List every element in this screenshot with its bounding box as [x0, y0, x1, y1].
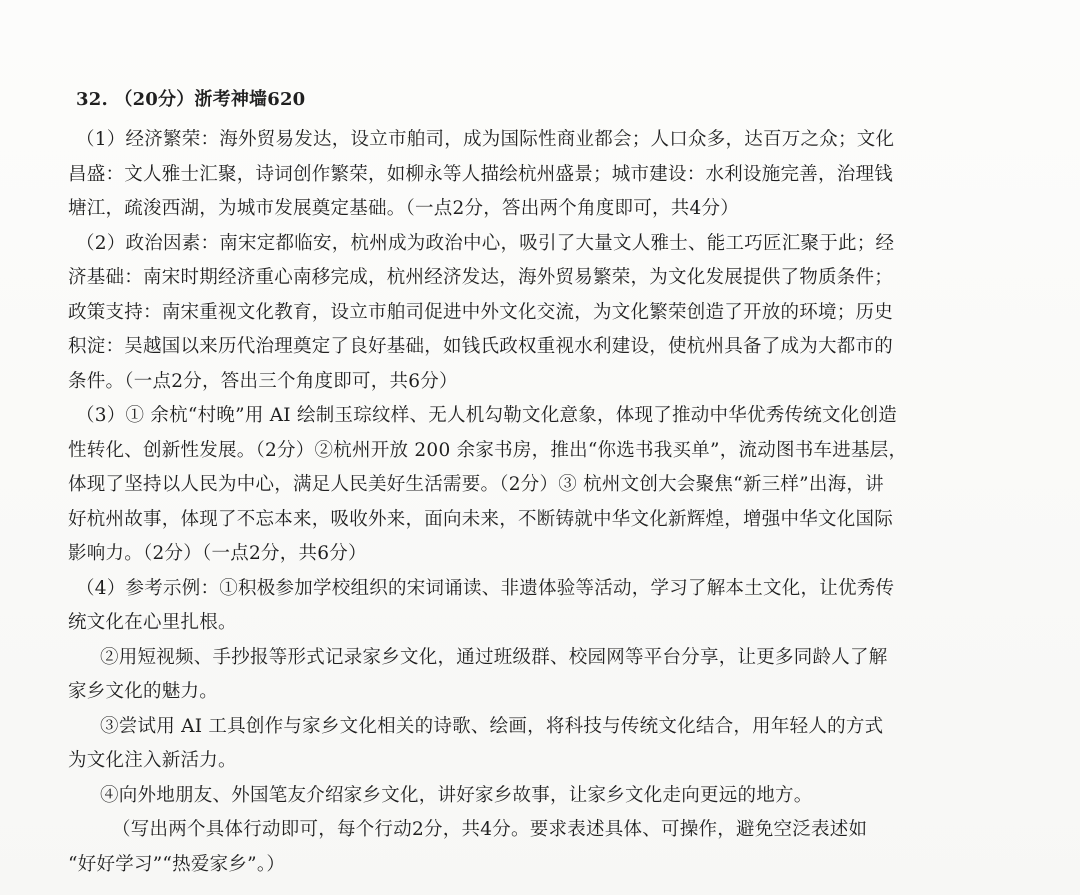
section-3-line-1: （3）① 余杭“村晚”用 AI 绘制玉琮纹样、无人机勾勒文化意象，体现了推动中华优秀传统文化创造	[76, 405, 897, 426]
section-4-line-4: 家乡文化的魅力。	[68, 681, 219, 702]
section-4-line-1: （4）参考示例：①积极参加学校组织的宋词诵读、非遗体验等活动，学习了解本土文化，让优秀传	[76, 577, 895, 599]
section-2-line-1: （2）政治因素：南宋定都临安，杭州成为政治中心，吸引了大量文人雅士、能工巧匠汇聚于此；经	[76, 232, 895, 254]
section-2-line-5: 条件。（一点2分，答出三个角度即可，共6分）	[68, 370, 458, 392]
section-1-line-1: （1）经济繁荣：海外贸易发达，设立市舶司，成为国际性商业都会；人口众多，达百万之众；文化	[76, 129, 895, 150]
section-4-line-7: ④向外地朋友、外国笔友介绍家乡文化，讲好家乡故事，让家乡文化走向更远的地方。	[100, 784, 813, 806]
section-4-line-5: ③尝试用 AI 工具创作与家乡文化相关的诗歌、绘画，将科技与传统文化结合，用年轻人的方式	[100, 715, 884, 737]
section-4-line-3: ②用短视频、手抄报等形式记录家乡文化，通过班级群、校园网等平台分享，让更多同龄人了解	[100, 646, 888, 668]
section-2-line-4: 积淀：吴越国以来历代治理奠定了良好基础，如钱氏政权重视水利建设，使杭州具备了成为大都市的	[68, 336, 894, 357]
section-3-line-2: 性转化、创新性发展。（2分）②杭州开放 200 余家书房，推出“你选书我买单”，流动图书车进基层，	[68, 439, 908, 461]
question-heading: 32. （20分）浙考神墙620	[76, 89, 306, 110]
section-4-line-6: 为文化注入新活力。	[68, 750, 237, 771]
section-4-line-9: “好好学习”“热爱家乡”。）	[68, 853, 286, 875]
section-3-line-4: 好杭州故事，体现了不忘本来，吸收外来，面向未来，不断铸就中华文化新辉煌，增强中华文化国际	[68, 508, 894, 530]
section-1-line-3: 塘江，疏浚西湖，为城市发展奠定基础。（一点2分，答出两个角度即可，共4分）	[68, 198, 740, 219]
section-3-line-5: 影响力。（2分）（一点2分，共6分）	[68, 543, 367, 564]
section-2-line-3: 政策支持：南宋重视文化教育，设立市舶司促进中外文化交流，为文化繁荣创造了开放的环境；历史	[68, 301, 894, 323]
section-3	[68, 399, 998, 572]
section-2-line-2: 济基础：南宋时期经济重心南移完成，杭州经济发达，海外贸易繁荣，为文化发展提供了物质条件；	[68, 267, 894, 288]
section-4	[68, 572, 998, 883]
answer-content	[68, 123, 998, 882]
section-4-line-8: （写出两个具体行动即可，每个行动2分，共4分。要求表述具体、可操作，避免空泛表述如	[112, 819, 868, 840]
section-1	[68, 123, 998, 227]
section-3-line-3: 体现了坚持以人民为中心，满足人民美好生活需要。（2分）③ 杭州文创大会聚焦“新三样”出海，讲	[68, 474, 884, 495]
section-2	[68, 227, 998, 400]
section-4-line-2: 统文化在心里扎根。	[68, 612, 237, 633]
section-1-line-2: 昌盛：文人雅士汇聚，诗词创作繁荣，如柳永等人描绘杭州盛景；城市建设：水利设施完善，治理钱	[68, 163, 894, 185]
